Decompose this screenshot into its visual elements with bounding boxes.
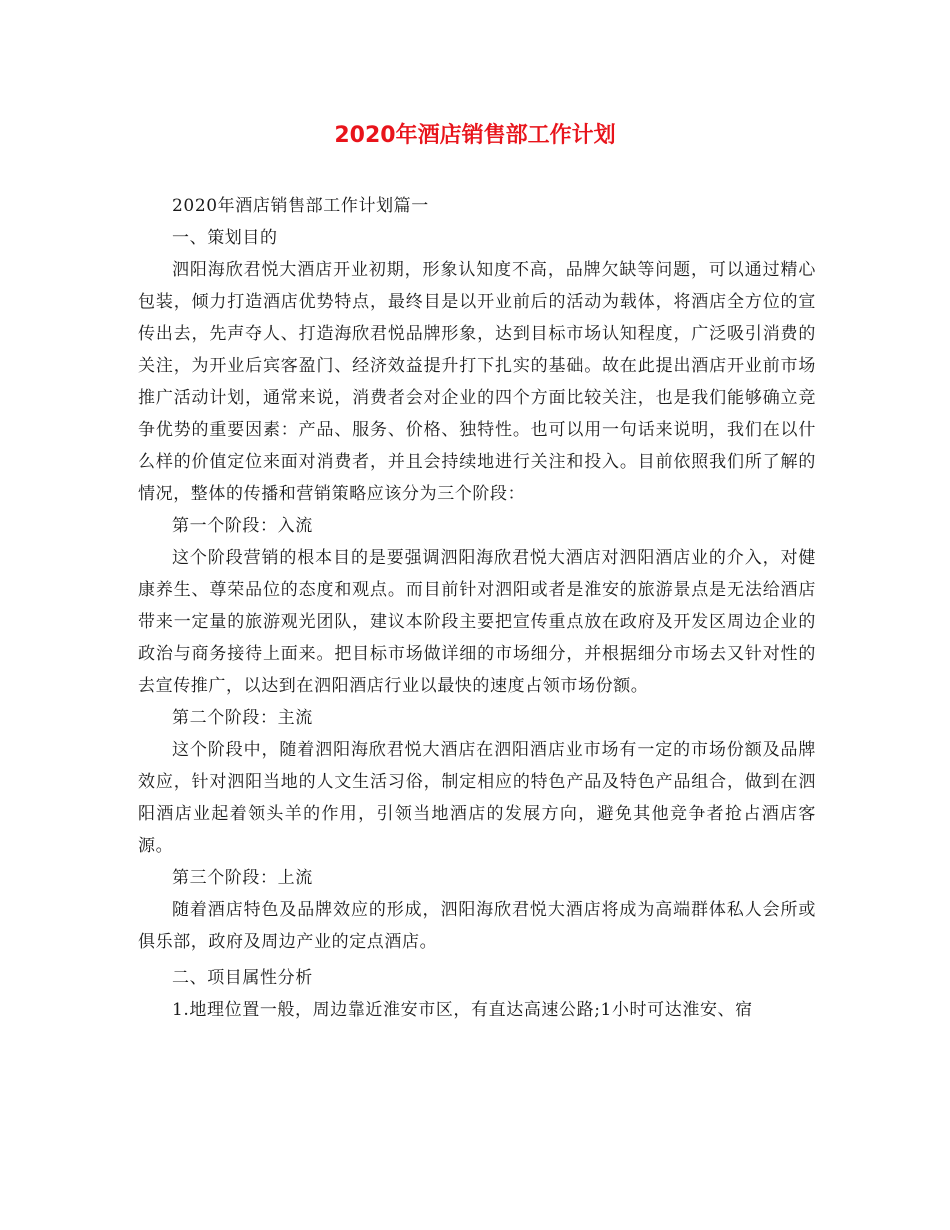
paragraph-stage-1: 这个阶段营销的根本目的是要强调泗阳海欣君悦大酒店对泗阳酒店业的介入，对健康养生、尊荣品位的态度和观点。而目前针对泗阳或者是淮安的旅游景点是无法给酒店带来一定量的旅游观光团队，建议本阶段主要把宣传重点放在政府及开发区周边企业的政治与商务接待上面来。把目标市场做详细的市场细分，并根据细分市场去又针对性的去宣传推广，以达到在泗阳酒店行业以最快的速度占领市场份额。 [138,548,816,696]
document-body [138,190,816,1026]
stage-heading-2: 第二个阶段：主流 [172,708,313,728]
section-heading-planning-purpose: 一、策划目的 [172,228,278,248]
document-title: 2020年酒店销售部工作计划 [334,123,616,148]
list-item-location: 1.地理位置一般，周边靠近淮安市区，有直达高速公路;1小时可达淮安、宿 [172,1000,753,1020]
paragraph-stage-3: 随着酒店特色及品牌效应的形成，泗阳海欣君悦大酒店将成为高端群体私人会所或俱乐部，政府及周边产业的定点酒店。 [138,900,816,952]
document-subtitle: 2020年酒店销售部工作计划篇一 [172,196,429,216]
stage-heading-1: 第一个阶段：入流 [172,516,313,536]
section-heading-project-analysis: 二、项目属性分析 [172,968,313,988]
paragraph-planning-purpose: 泗阳海欣君悦大酒店开业初期，形象认知度不高，品牌欠缺等问题，可以通过精心包装，倾力打造酒店优势特点，最终目是以开业前后的活动为载体，将酒店全方位的宣传出去，先声夺人、打造海欣君悦品牌形象，达到目标市场认知程度，广泛吸引消费的关注，为开业后宾客盈门、经济效益提升打下扎实的基础。故在此提出酒店开业前市场推广活动计划，通常来说，消费者会对企业的四个方面比较关注，也是我们能够确立竞争优势的重要因素：产品、服务、价格、独特性。也可以用一句话来说明，我们在以什么样的价值定位来面对消费者，并且会持续地进行关注和投入。目前依照我们所了解的情况，整体的传播和营销策略应该分为三个阶段： [138,260,816,504]
paragraph-stage-2: 这个阶段中，随着泗阳海欣君悦大酒店在泗阳酒店业市场有一定的市场份额及品牌效应，针对泗阳当地的人文生活习俗，制定相应的特色产品及特色产品组合，做到在泗阳酒店业起着领头羊的作用，引领当地酒店的发展方向，避免其他竞争者抢占酒店客源。 [138,740,816,856]
stage-heading-3: 第三个阶段：上流 [172,868,313,888]
